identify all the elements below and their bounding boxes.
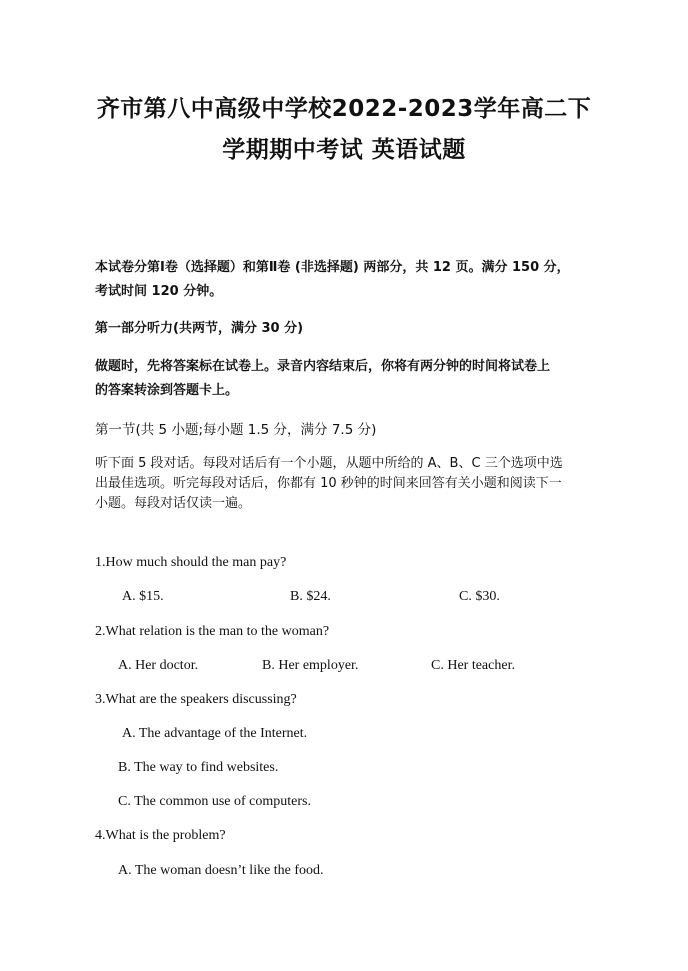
question-3-option-c: C. The common use of computers. xyxy=(118,794,311,809)
exam-title-line2: 学期期中考试 英语试题 xyxy=(222,137,466,163)
question-3-stem: 3.What are the speakers discussing? xyxy=(95,692,297,707)
intro-line2: 考试时间 120 分钟。 xyxy=(95,284,223,299)
question-4-option-a: A. The woman doesn’t like the food. xyxy=(118,863,324,878)
question-1-option-c: C. $30. xyxy=(459,589,500,604)
question-2-stem: 2.What relation is the man to the woman? xyxy=(95,624,330,639)
part1-heading: 第一部分听力(共两节，满分 30 分) xyxy=(95,321,304,336)
section1-directions-line3: 小题。每段对话仅读一遍。 xyxy=(95,496,252,511)
part1-instruction-line2: 的答案转涂到答题卡上。 xyxy=(95,383,239,398)
question-2-option-c: C. Her teacher. xyxy=(431,658,515,673)
part1-instruction-line1: 做题时，先将答案标在试卷上。录音内容结束后，你将有两分钟的时间将试卷上 xyxy=(95,359,551,374)
intro-line1: 本试卷分第Ⅰ卷（选择题）和第Ⅱ卷 (非选择题) 两部分，共 12 页。满分 150 分， xyxy=(95,260,570,275)
question-2-option-a: A. Her doctor. xyxy=(118,658,199,673)
section1-heading: 第一节(共 5 小题;每小题 1.5 分，满分 7.5 分) xyxy=(95,422,377,438)
question-4-stem: 4.What is the problem? xyxy=(95,828,226,843)
question-3-option-b: B. The way to find websites. xyxy=(118,760,279,775)
question-3-option-a: A. The advantage of the Internet. xyxy=(122,726,308,741)
exam-title-line1: 齐市第八中高级中学校2022-2023学年高二下 xyxy=(96,96,592,122)
section1-directions-line1: 听下面 5 段对话。每段对话后有一个小题，从题中所给的 A、B、C 三个选项中选 xyxy=(95,456,563,471)
question-1-option-b: B. $24. xyxy=(290,589,331,604)
section1-directions-line2: 出最佳选项。听完每段对话后，你都有 10 秒钟的时间来回答有关小题和阅读下一 xyxy=(95,476,562,491)
question-1-stem: 1.How much should the man pay? xyxy=(95,555,287,570)
question-2-option-b: B. Her employer. xyxy=(262,658,359,673)
question-1-option-a: A. $15. xyxy=(122,589,164,604)
